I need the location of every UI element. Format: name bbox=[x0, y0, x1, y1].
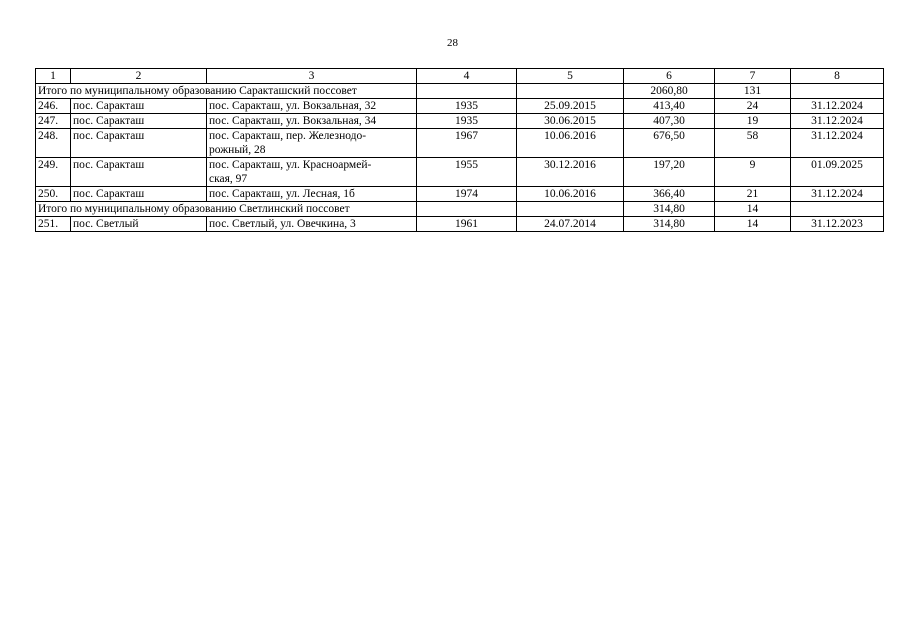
area-cell: 413,40 bbox=[624, 99, 715, 114]
deadline-cell: 01.09.2025 bbox=[791, 158, 884, 187]
area-cell: 314,80 bbox=[624, 217, 715, 232]
column-header: 6 bbox=[624, 69, 715, 84]
people-cell: 24 bbox=[715, 99, 791, 114]
address-cell: пос. Светлый, ул. Овечкина, 3 bbox=[207, 217, 417, 232]
area-cell: 366,40 bbox=[624, 187, 715, 202]
year-cell: 1935 bbox=[417, 99, 517, 114]
address-cell: пос. Саракташ, ул. Вокзальная, 32 bbox=[207, 99, 417, 114]
date-cell: 24.07.2014 bbox=[517, 217, 624, 232]
row-number: 246. bbox=[36, 99, 71, 114]
row-number: 248. bbox=[36, 129, 71, 158]
settlement-cell: пос. Светлый bbox=[71, 217, 207, 232]
row-number: 251. bbox=[36, 217, 71, 232]
date-cell: 25.09.2015 bbox=[517, 99, 624, 114]
area-cell: 197,20 bbox=[624, 158, 715, 187]
column-header: 2 bbox=[71, 69, 207, 84]
row-number: 247. bbox=[36, 114, 71, 129]
year-cell: 1935 bbox=[417, 114, 517, 129]
settlement-cell: пос. Саракташ bbox=[71, 99, 207, 114]
people-cell: 19 bbox=[715, 114, 791, 129]
deadline-cell: 31.12.2023 bbox=[791, 217, 884, 232]
year-cell: 1974 bbox=[417, 187, 517, 202]
table-row bbox=[36, 129, 884, 158]
group-total-people: 131 bbox=[715, 84, 791, 99]
address-cell: пос. Саракташ, пер. Железнодо- рожный, 28 bbox=[207, 129, 417, 158]
group-total-area: 2060,80 bbox=[624, 84, 715, 99]
deadline-cell: 31.12.2024 bbox=[791, 114, 884, 129]
year-cell: 1955 bbox=[417, 158, 517, 187]
address-cell: пос. Саракташ, ул. Лесная, 1б bbox=[207, 187, 417, 202]
column-header: 5 bbox=[517, 69, 624, 84]
deadline-cell: 31.12.2024 bbox=[791, 129, 884, 158]
people-cell: 14 bbox=[715, 217, 791, 232]
date-cell: 10.06.2016 bbox=[517, 187, 624, 202]
group-total-area: 314,80 bbox=[624, 202, 715, 217]
table-row bbox=[36, 99, 884, 114]
area-cell: 676,50 bbox=[624, 129, 715, 158]
area-cell: 407,30 bbox=[624, 114, 715, 129]
column-header: 8 bbox=[791, 69, 884, 84]
group-total-row bbox=[36, 84, 884, 99]
column-header: 4 bbox=[417, 69, 517, 84]
table-row bbox=[36, 158, 884, 187]
date-cell: 10.06.2016 bbox=[517, 129, 624, 158]
people-cell: 9 bbox=[715, 158, 791, 187]
row-number: 250. bbox=[36, 187, 71, 202]
deadline-cell: 31.12.2024 bbox=[791, 99, 884, 114]
table-row bbox=[36, 114, 884, 129]
settlement-cell: пос. Саракташ bbox=[71, 114, 207, 129]
group-total-row bbox=[36, 202, 884, 217]
row-number: 249. bbox=[36, 158, 71, 187]
table-row bbox=[36, 217, 884, 232]
address-cell: пос. Саракташ, ул. Красноармей- ская, 97 bbox=[207, 158, 417, 187]
page-number: 28 bbox=[447, 37, 458, 49]
column-header: 3 bbox=[207, 69, 417, 84]
year-cell: 1967 bbox=[417, 129, 517, 158]
deadline-cell: 31.12.2024 bbox=[791, 187, 884, 202]
table-row bbox=[36, 187, 884, 202]
date-cell: 30.12.2016 bbox=[517, 158, 624, 187]
group-total-label: Итого по муниципальному образованию Светлинский поссовет bbox=[36, 202, 417, 217]
settlement-cell: пос. Саракташ bbox=[71, 187, 207, 202]
group-total-people: 14 bbox=[715, 202, 791, 217]
settlement-cell: пос. Саракташ bbox=[71, 129, 207, 158]
date-cell: 30.06.2015 bbox=[517, 114, 624, 129]
column-header: 1 bbox=[36, 69, 71, 84]
people-cell: 58 bbox=[715, 129, 791, 158]
column-header: 7 bbox=[715, 69, 791, 84]
year-cell: 1961 bbox=[417, 217, 517, 232]
settlement-cell: пос. Саракташ bbox=[71, 158, 207, 187]
people-cell: 21 bbox=[715, 187, 791, 202]
table-header-row bbox=[36, 69, 884, 84]
address-cell: пос. Саракташ, ул. Вокзальная, 34 bbox=[207, 114, 417, 129]
housing-registry-table bbox=[35, 68, 884, 232]
group-total-label: Итого по муниципальному образованию Саракташский поссовет bbox=[36, 84, 417, 99]
